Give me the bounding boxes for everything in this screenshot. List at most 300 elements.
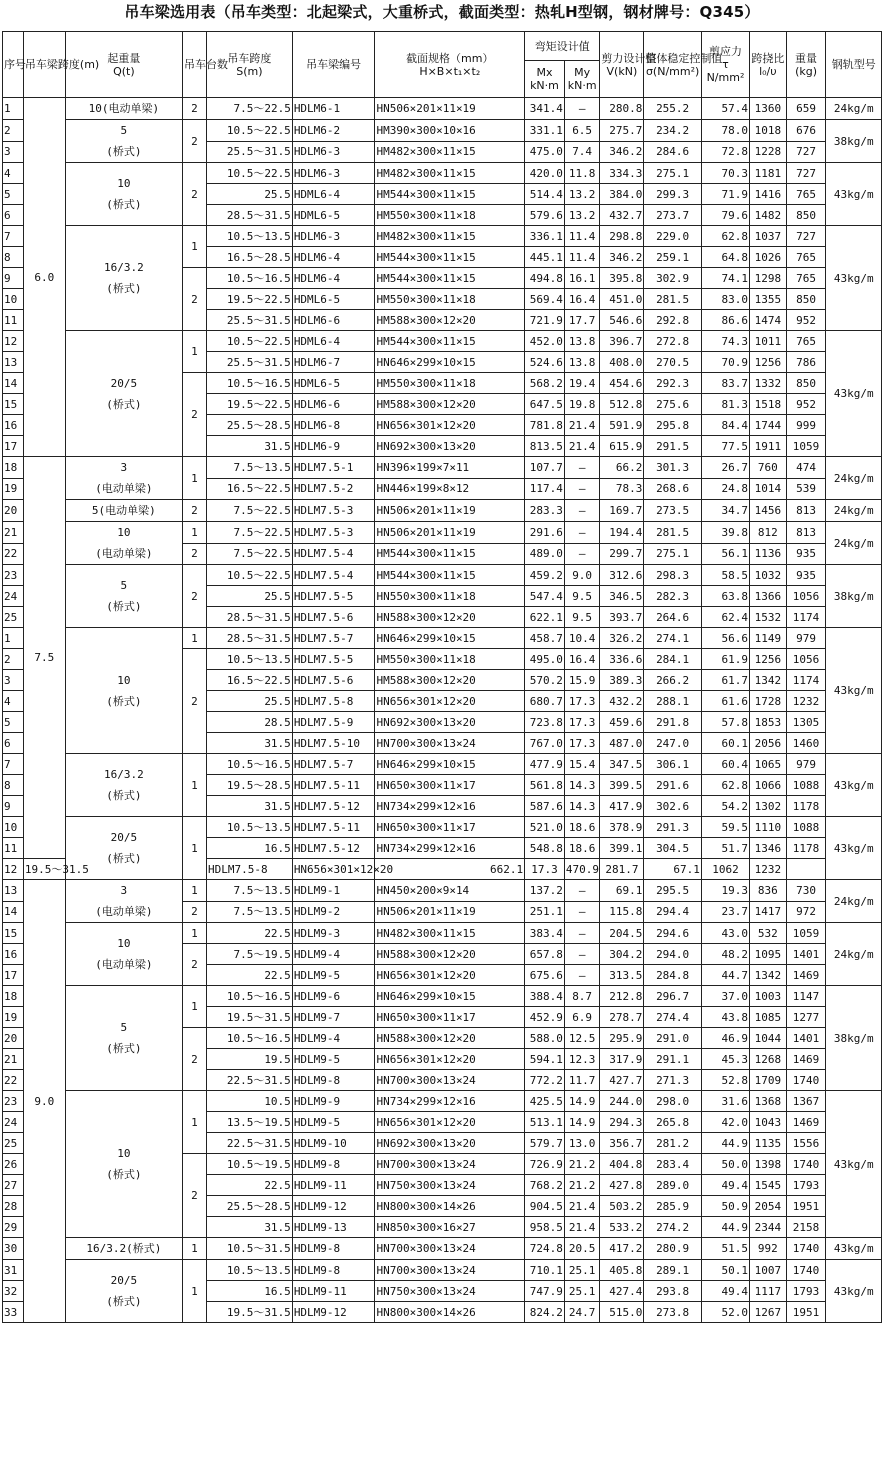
crane-span-cell: 13.5～19.5 bbox=[207, 1112, 293, 1133]
weight-cell: 1556 bbox=[786, 1133, 826, 1154]
shear-cell: 393.7 bbox=[600, 607, 644, 628]
deflection-cell: 1302 bbox=[750, 796, 787, 817]
mx-cell: 425.5 bbox=[525, 1091, 565, 1112]
deflection-cell: 532 bbox=[750, 923, 787, 944]
beam-id-cell: HDLM7.5-5 bbox=[292, 586, 375, 607]
load-cell: 10 (电动单梁) bbox=[65, 923, 182, 986]
weight-cell: 1469 bbox=[786, 1049, 826, 1070]
mx-cell: 117.4 bbox=[525, 478, 565, 500]
shear-cell: 169.7 bbox=[600, 500, 644, 522]
rail-cell: 24kg/m bbox=[826, 457, 882, 500]
section-cell: HN656×301×12×20 bbox=[292, 859, 375, 880]
mx-cell: 341.4 bbox=[525, 98, 565, 120]
crane-span-cell: 16.5～22.5 bbox=[207, 478, 293, 500]
deflection-cell: 1853 bbox=[750, 712, 787, 733]
crane-count-cell: 2 bbox=[182, 163, 206, 226]
crane-count-cell: 2 bbox=[182, 565, 206, 628]
tau-cell: 49.4 bbox=[701, 1175, 749, 1196]
shear-cell: 432.7 bbox=[600, 205, 644, 226]
beam-id-cell: HDLM9-13 bbox=[292, 1217, 375, 1238]
deflection-cell: 1482 bbox=[750, 205, 787, 226]
crane-count-cell: 2 bbox=[182, 1028, 206, 1091]
section-cell: HM482×300×11×15 bbox=[375, 163, 525, 184]
load-cell: 16/3.2 (桥式) bbox=[65, 754, 182, 817]
stability-cell: 271.3 bbox=[644, 1070, 702, 1091]
tau-cell: 61.6 bbox=[701, 691, 749, 712]
beam-id-cell: HDLM9-9 bbox=[292, 1091, 375, 1112]
my-cell: 11.4 bbox=[564, 226, 600, 247]
shear-cell: 295.9 bbox=[600, 1028, 644, 1049]
deflection-cell: 1346 bbox=[750, 838, 787, 859]
deflection-cell: 1256 bbox=[750, 649, 787, 670]
my-cell: 25.1 bbox=[564, 1260, 600, 1281]
tau-cell: 31.6 bbox=[701, 1091, 749, 1112]
weight-cell: 1793 bbox=[786, 1175, 826, 1196]
deflection-cell: 1135 bbox=[750, 1133, 787, 1154]
my-cell: 8.7 bbox=[564, 986, 600, 1007]
shear-cell: 454.6 bbox=[600, 373, 644, 394]
my-cell: 9.0 bbox=[564, 565, 600, 586]
row-seq: 8 bbox=[3, 775, 24, 796]
beam-id-cell: HDLM9-8 bbox=[292, 1260, 375, 1281]
shear-cell: 487.0 bbox=[600, 733, 644, 754]
crane-count-cell: 1 bbox=[182, 628, 206, 649]
stability-cell: 294.0 bbox=[644, 944, 702, 965]
my-cell: 12.5 bbox=[564, 1028, 600, 1049]
row-seq: 27 bbox=[3, 1175, 24, 1196]
my-cell: — bbox=[564, 901, 600, 923]
mx-cell: 767.0 bbox=[525, 733, 565, 754]
weight-cell: 727 bbox=[786, 141, 826, 163]
crane-span-cell: 28.5 bbox=[207, 712, 293, 733]
mx-cell: 452.9 bbox=[525, 1007, 565, 1028]
beam-id-cell: HDLM6-3 bbox=[292, 141, 375, 163]
weight-cell: 935 bbox=[786, 543, 826, 565]
tau-cell: 74.1 bbox=[701, 268, 749, 289]
row-seq: 20 bbox=[3, 500, 24, 522]
rail-cell: 38kg/m bbox=[826, 120, 882, 163]
mx-cell: 137.2 bbox=[525, 880, 565, 902]
crane-count-cell: 2 bbox=[182, 373, 206, 457]
my-cell: 17.3 bbox=[525, 859, 565, 880]
row-seq: 33 bbox=[3, 1302, 24, 1323]
header-load-symbol: Q(t) bbox=[113, 64, 135, 78]
crane-span-cell: 10.5 bbox=[207, 1091, 293, 1112]
beam-id-cell: HDLM6-1 bbox=[292, 98, 375, 120]
beam-id-cell: HDML6-4 bbox=[292, 331, 375, 352]
stability-cell: 281.5 bbox=[644, 522, 702, 544]
mx-cell: 662.1 bbox=[375, 859, 525, 880]
section-cell: HN646×299×10×15 bbox=[375, 628, 525, 649]
weight-cell: 1793 bbox=[786, 1281, 826, 1302]
deflection-cell: 1744 bbox=[750, 415, 787, 436]
row-seq: 15 bbox=[3, 394, 24, 415]
rail-cell: 24kg/m bbox=[826, 98, 882, 120]
beam-span-cell: 9.0 bbox=[23, 880, 65, 1323]
weight-cell: 659 bbox=[786, 98, 826, 120]
weight-cell: 1951 bbox=[786, 1302, 826, 1323]
section-cell: HM550×300×11×18 bbox=[375, 649, 525, 670]
stability-cell: 274.1 bbox=[644, 628, 702, 649]
row-seq: 25 bbox=[3, 1133, 24, 1154]
crane-span-cell: 19.5～28.5 bbox=[207, 775, 293, 796]
section-cell: HM544×300×11×15 bbox=[375, 184, 525, 205]
deflection-cell: 1037 bbox=[750, 226, 787, 247]
tau-cell: 44.7 bbox=[701, 965, 749, 986]
stability-cell: 291.0 bbox=[644, 1028, 702, 1049]
deflection-cell: 1360 bbox=[750, 98, 787, 120]
deflection-cell: 1398 bbox=[750, 1154, 787, 1175]
beam-id-cell: HDLM9-8 bbox=[292, 1154, 375, 1175]
weight-cell: 786 bbox=[786, 352, 826, 373]
crane-count-cell: 1 bbox=[182, 331, 206, 373]
deflection-cell: 1066 bbox=[750, 775, 787, 796]
stability-cell: 291.3 bbox=[644, 817, 702, 838]
beam-id-cell: HDLM9-3 bbox=[292, 923, 375, 944]
mx-cell: 723.8 bbox=[525, 712, 565, 733]
deflection-cell: 1043 bbox=[750, 1112, 787, 1133]
stability-cell: 296.7 bbox=[644, 986, 702, 1007]
row-seq: 22 bbox=[3, 1070, 24, 1091]
beam-id-cell: HDLM9-4 bbox=[292, 944, 375, 965]
tau-cell: 54.2 bbox=[701, 796, 749, 817]
shear-cell: 204.5 bbox=[600, 923, 644, 944]
tau-cell: 24.8 bbox=[701, 478, 749, 500]
weight-cell: 1232 bbox=[786, 691, 826, 712]
my-cell: 11.8 bbox=[564, 163, 600, 184]
tau-cell: 56.1 bbox=[701, 543, 749, 565]
stability-cell: 292.3 bbox=[644, 373, 702, 394]
header-crane-span-symbol: S(m) bbox=[236, 64, 263, 78]
tau-cell: 26.7 bbox=[701, 457, 749, 479]
deflection-cell: 2054 bbox=[750, 1196, 787, 1217]
crane-span-cell: 7.5～22.5 bbox=[207, 543, 293, 565]
mx-cell: 904.5 bbox=[525, 1196, 565, 1217]
row-seq: 23 bbox=[3, 565, 24, 586]
load-cell: 10 (电动单梁) bbox=[65, 522, 182, 565]
deflection-cell: 992 bbox=[750, 1238, 787, 1260]
shear-cell: 334.3 bbox=[600, 163, 644, 184]
shear-cell: 396.7 bbox=[600, 331, 644, 352]
crane-span-cell: 25.5～31.5 bbox=[207, 352, 293, 373]
beam-id-cell: HDLM7.5-6 bbox=[292, 607, 375, 628]
section-cell: HM544×300×11×15 bbox=[375, 331, 525, 352]
row-seq: 23 bbox=[3, 1091, 24, 1112]
mx-cell: 475.0 bbox=[525, 141, 565, 163]
tau-cell: 52.8 bbox=[701, 1070, 749, 1091]
crane-span-cell: 31.5 bbox=[207, 796, 293, 817]
shear-cell: 546.6 bbox=[600, 310, 644, 331]
my-cell: 24.7 bbox=[564, 1302, 600, 1323]
crane-count-cell: 1 bbox=[182, 880, 206, 902]
shear-cell: 399.5 bbox=[600, 775, 644, 796]
tau-cell: 23.7 bbox=[701, 901, 749, 923]
section-cell: HN700×300×13×24 bbox=[375, 733, 525, 754]
row-seq: 19 bbox=[3, 478, 24, 500]
row-seq: 24 bbox=[3, 586, 24, 607]
section-cell: HN734×299×12×16 bbox=[375, 1091, 525, 1112]
shear-cell: 615.9 bbox=[600, 436, 644, 457]
stability-cell: 306.1 bbox=[644, 754, 702, 775]
deflection-cell: 1095 bbox=[750, 944, 787, 965]
mx-cell: 721.9 bbox=[525, 310, 565, 331]
rail-cell: 38kg/m bbox=[826, 986, 882, 1091]
header-tau-symbol: τ bbox=[722, 58, 729, 71]
shear-cell: 346.2 bbox=[600, 141, 644, 163]
section-cell: HN482×300×11×15 bbox=[375, 923, 525, 944]
stability-cell: 298.0 bbox=[644, 1091, 702, 1112]
deflection-cell: 1416 bbox=[750, 184, 787, 205]
stability-cell: 284.8 bbox=[644, 965, 702, 986]
header-deflection-label: 跨挠比 bbox=[751, 51, 785, 65]
mx-cell: 958.5 bbox=[525, 1217, 565, 1238]
row-seq: 3 bbox=[3, 141, 24, 163]
my-cell: 21.4 bbox=[564, 1217, 600, 1238]
tau-cell: 34.7 bbox=[701, 500, 749, 522]
weight-cell: 1174 bbox=[786, 607, 826, 628]
deflection-cell: 760 bbox=[750, 457, 787, 479]
crane-beam-table bbox=[2, 31, 882, 1323]
deflection-cell: 1014 bbox=[750, 478, 787, 500]
mx-cell: 747.9 bbox=[525, 1281, 565, 1302]
shear-cell: 395.8 bbox=[600, 268, 644, 289]
crane-span-cell: 10.5～16.5 bbox=[207, 268, 293, 289]
tau-cell: 79.6 bbox=[701, 205, 749, 226]
row-seq: 19 bbox=[3, 1007, 24, 1028]
mx-cell: 561.8 bbox=[525, 775, 565, 796]
my-cell: — bbox=[564, 457, 600, 479]
beam-id-cell: HDLM9-8 bbox=[292, 1070, 375, 1091]
crane-count-cell: 1 bbox=[182, 986, 206, 1028]
deflection-cell: 812 bbox=[750, 522, 787, 544]
stability-cell: 289.1 bbox=[644, 1260, 702, 1281]
tau-cell: 50.1 bbox=[701, 1260, 749, 1281]
beam-id-cell: HDLM7.5-3 bbox=[292, 500, 375, 522]
crane-span-cell: 19.5 bbox=[207, 1049, 293, 1070]
table-row bbox=[3, 628, 882, 649]
crane-span-cell: 10.5～16.5 bbox=[207, 1028, 293, 1049]
deflection-cell: 1267 bbox=[750, 1302, 787, 1323]
section-cell: HM482×300×11×15 bbox=[375, 226, 525, 247]
my-cell: 12.3 bbox=[564, 1049, 600, 1070]
deflection-cell: 2056 bbox=[750, 733, 787, 754]
deflection-cell: 1018 bbox=[750, 120, 787, 142]
mx-cell: 459.2 bbox=[525, 565, 565, 586]
mx-cell: 477.9 bbox=[525, 754, 565, 775]
shear-cell: 512.8 bbox=[600, 394, 644, 415]
section-cell: HN506×201×11×19 bbox=[375, 522, 525, 544]
section-cell: HN646×299×10×15 bbox=[375, 352, 525, 373]
stability-cell: 288.1 bbox=[644, 691, 702, 712]
stability-cell: 301.3 bbox=[644, 457, 702, 479]
row-seq: 12 bbox=[3, 331, 24, 352]
deflection-cell: 1268 bbox=[750, 1049, 787, 1070]
mx-cell: 726.9 bbox=[525, 1154, 565, 1175]
row-seq: 11 bbox=[3, 310, 24, 331]
rail-cell: 43kg/m bbox=[826, 163, 882, 226]
crane-count-cell: 1 bbox=[182, 457, 206, 500]
my-cell: 13.0 bbox=[564, 1133, 600, 1154]
beam-id-cell: HDLM7.5-7 bbox=[292, 754, 375, 775]
header-shear-stress bbox=[701, 32, 749, 98]
crane-count-cell: 1 bbox=[182, 923, 206, 944]
beam-id-cell: HDLM7.5-12 bbox=[292, 838, 375, 859]
weight-cell: 1367 bbox=[786, 1091, 826, 1112]
my-cell: — bbox=[564, 98, 600, 120]
table-row bbox=[3, 1260, 882, 1281]
mx-cell: 495.0 bbox=[525, 649, 565, 670]
my-cell: 17.3 bbox=[564, 712, 600, 733]
stability-cell: 273.8 bbox=[644, 1302, 702, 1323]
tau-cell: 45.3 bbox=[701, 1049, 749, 1070]
tau-cell: 43.0 bbox=[701, 923, 749, 944]
table-row bbox=[3, 98, 882, 120]
header-section-label: 截面规格（mm） bbox=[406, 51, 494, 65]
tau-cell: 62.8 bbox=[701, 226, 749, 247]
weight-cell: 850 bbox=[786, 205, 826, 226]
section-cell: HM550×300×11×18 bbox=[375, 205, 525, 226]
stability-cell: 293.8 bbox=[644, 1281, 702, 1302]
crane-span-cell: 19.5～22.5 bbox=[207, 289, 293, 310]
header-shear bbox=[600, 32, 657, 98]
tau-cell: 61.7 bbox=[701, 670, 749, 691]
mx-cell: 622.1 bbox=[525, 607, 565, 628]
stability-cell: 280.9 bbox=[644, 1238, 702, 1260]
tau-cell: 81.3 bbox=[701, 394, 749, 415]
rail-cell: 43kg/m bbox=[826, 1238, 882, 1260]
row-seq: 13 bbox=[3, 880, 24, 902]
mx-cell: 570.2 bbox=[525, 670, 565, 691]
beam-span-cell: 7.5 bbox=[23, 457, 65, 859]
tau-cell: 86.6 bbox=[701, 310, 749, 331]
header-stability-symbol: σ(N/mm²) bbox=[645, 64, 700, 78]
section-cell: HN650×300×11×17 bbox=[375, 1007, 525, 1028]
beam-id-cell: HDLM7.5-11 bbox=[292, 775, 375, 796]
beam-id-cell: HDLM6-7 bbox=[292, 352, 375, 373]
crane-span-cell: 28.5～31.5 bbox=[207, 628, 293, 649]
deflection-cell: 1181 bbox=[750, 163, 787, 184]
rail-cell: 24kg/m bbox=[826, 500, 882, 522]
deflection-cell: 1007 bbox=[750, 1260, 787, 1281]
row-seq: 2 bbox=[3, 120, 24, 142]
stability-cell: 302.6 bbox=[644, 796, 702, 817]
table-row bbox=[3, 923, 882, 944]
crane-span-cell: 28.5～31.5 bbox=[207, 607, 293, 628]
crane-span-cell: 25.5 bbox=[207, 184, 293, 205]
crane-count-cell: 1 bbox=[182, 1091, 206, 1154]
load-cell: 16/3.2 (桥式) bbox=[65, 226, 182, 331]
deflection-cell: 1911 bbox=[750, 436, 787, 457]
crane-count-cell: 1 bbox=[182, 1238, 206, 1260]
tau-cell: 64.8 bbox=[701, 247, 749, 268]
crane-span-cell: 10.5～13.5 bbox=[207, 817, 293, 838]
stability-cell: 229.0 bbox=[644, 226, 702, 247]
table-row bbox=[3, 163, 882, 184]
rail-cell: 43kg/m bbox=[826, 1260, 882, 1323]
my-cell: 13.8 bbox=[564, 352, 600, 373]
crane-count-cell: 1 bbox=[182, 226, 206, 268]
tau-cell: 77.5 bbox=[701, 436, 749, 457]
my-cell: 15.4 bbox=[564, 754, 600, 775]
mx-cell: 657.8 bbox=[525, 944, 565, 965]
header-rail: 钢轨型号 bbox=[826, 32, 882, 98]
weight-cell: 952 bbox=[786, 310, 826, 331]
mx-cell: 524.6 bbox=[525, 352, 565, 373]
section-cell: HN692×300×13×20 bbox=[375, 712, 525, 733]
crane-span-cell: 16.5～28.5 bbox=[207, 247, 293, 268]
crane-count-cell: 2 bbox=[182, 649, 206, 754]
my-cell: 9.5 bbox=[564, 586, 600, 607]
beam-id-cell: HDLM7.5-6 bbox=[292, 670, 375, 691]
stability-cell: 291.6 bbox=[644, 775, 702, 796]
crane-span-cell: 16.5 bbox=[207, 1281, 293, 1302]
tau-cell: 50.9 bbox=[701, 1196, 749, 1217]
mx-cell: 420.0 bbox=[525, 163, 565, 184]
row-seq: 6 bbox=[3, 205, 24, 226]
row-seq: 31 bbox=[3, 1260, 24, 1281]
tau-cell: 44.9 bbox=[701, 1133, 749, 1154]
table-row bbox=[3, 331, 882, 352]
row-seq: 28 bbox=[3, 1196, 24, 1217]
crane-span-cell: 10.5～13.5 bbox=[207, 1260, 293, 1281]
section-cell: HN506×201×11×19 bbox=[375, 98, 525, 120]
deflection-cell: 1368 bbox=[750, 1091, 787, 1112]
tau-cell: 46.9 bbox=[701, 1028, 749, 1049]
stability-cell: 281.7 bbox=[600, 859, 644, 880]
row-seq: 16 bbox=[3, 415, 24, 436]
beam-id-cell: HDLM9-5 bbox=[292, 1112, 375, 1133]
my-cell: 18.6 bbox=[564, 838, 600, 859]
shear-cell: 304.2 bbox=[600, 944, 644, 965]
load-cell: 5 (桥式) bbox=[65, 986, 182, 1091]
table-body bbox=[3, 98, 882, 1323]
deflection-cell: 1474 bbox=[750, 310, 787, 331]
my-cell: 9.5 bbox=[564, 607, 600, 628]
beam-id-cell: HDLM6-2 bbox=[292, 120, 375, 142]
header-shear-label: 剪力设计值 bbox=[601, 51, 657, 65]
weight-cell: 1059 bbox=[786, 436, 826, 457]
weight-cell: 474 bbox=[786, 457, 826, 479]
tau-cell: 19.3 bbox=[701, 880, 749, 902]
my-cell: 11.4 bbox=[564, 247, 600, 268]
weight-cell: 1469 bbox=[786, 965, 826, 986]
stability-cell: 247.0 bbox=[644, 733, 702, 754]
section-cell: HN588×300×12×20 bbox=[375, 944, 525, 965]
mx-cell: 569.4 bbox=[525, 289, 565, 310]
header-moment: 弯矩设计值 bbox=[525, 32, 600, 61]
shear-cell: 378.9 bbox=[600, 817, 644, 838]
mx-cell: 291.6 bbox=[525, 522, 565, 544]
row-seq: 24 bbox=[3, 1112, 24, 1133]
table-row bbox=[3, 1091, 882, 1112]
header-stability-label: 整体稳定控制值 bbox=[645, 51, 723, 65]
crane-span-cell: 19.5～22.5 bbox=[207, 394, 293, 415]
row-seq: 14 bbox=[3, 901, 24, 923]
my-cell: 7.4 bbox=[564, 141, 600, 163]
beam-id-cell: HDLM7.5-7 bbox=[292, 628, 375, 649]
crane-span-cell: 31.5 bbox=[207, 733, 293, 754]
crane-span-cell: 7.5～22.5 bbox=[207, 98, 293, 120]
mx-cell: 587.6 bbox=[525, 796, 565, 817]
stability-cell: 268.6 bbox=[644, 478, 702, 500]
weight-cell: 765 bbox=[786, 268, 826, 289]
weight-cell: 1740 bbox=[786, 1260, 826, 1281]
weight-cell: 952 bbox=[786, 394, 826, 415]
header-shear-symbol: V(kN) bbox=[606, 64, 638, 78]
mx-cell: 283.3 bbox=[525, 500, 565, 522]
stability-cell: 275.1 bbox=[644, 163, 702, 184]
section-cell: HN700×300×13×24 bbox=[375, 1154, 525, 1175]
